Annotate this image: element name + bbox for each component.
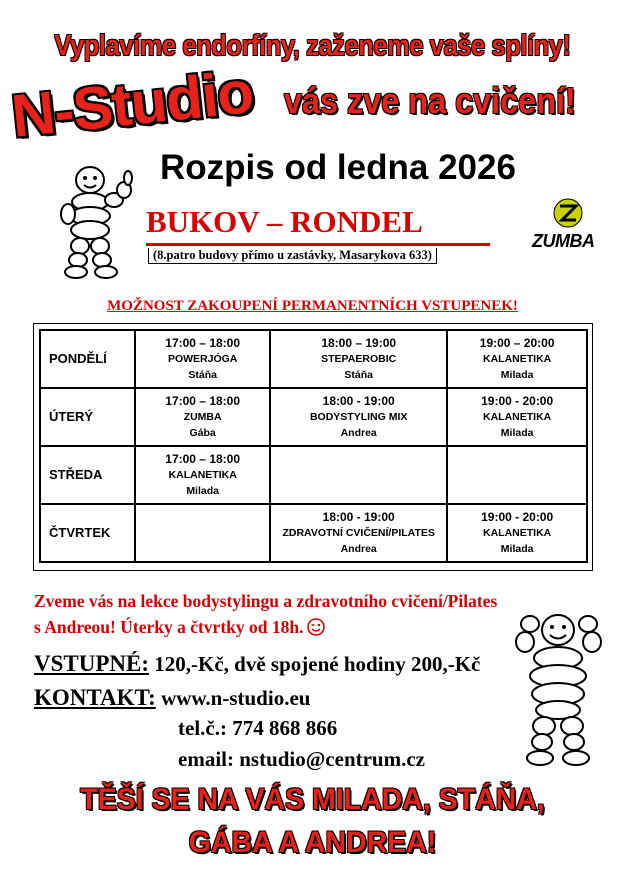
class-instructor: Milada — [186, 485, 219, 497]
class-name: ZDRAVOTNÍ CVIČENÍ/PILATES — [282, 527, 435, 539]
class-instructor: Milada — [500, 427, 534, 439]
schedule-cell — [270, 446, 447, 504]
schedule-cell — [135, 446, 270, 504]
footer-line-2: GÁBA A ANDREA! — [188, 826, 437, 859]
invite-headline: vás zve na cvičení! — [284, 80, 576, 121]
invite-line-1: Zveme vás na lekce bodystylingu a zdravotního cvičení/Pilates — [34, 591, 498, 611]
contact-web[interactable]: www.n-studio.eu — [161, 686, 311, 710]
class-instructor: Milada — [500, 369, 534, 381]
class-name: POWERJÓGA — [167, 353, 238, 365]
price-label: VSTUPNÉ: — [34, 651, 150, 676]
location-underline — [146, 243, 490, 246]
class-name: KALANETIKA — [483, 411, 552, 423]
class-time: 19:00 - 20:00 — [481, 510, 554, 524]
contact-label: KONTAKT: — [34, 685, 156, 710]
class-name: BODYSTYLING MIX — [309, 411, 408, 423]
class-time: 18:00 - 19:00 — [322, 510, 395, 524]
mascot-thumbs-up-icon — [60, 160, 140, 280]
schedule-cell — [135, 388, 270, 446]
class-instructor: Stáňa — [344, 369, 373, 381]
class-time: 18:00 – 19:00 — [321, 336, 397, 350]
wink-emoji-icon — [307, 618, 325, 636]
schedule-day: ČTVRTEK — [40, 504, 135, 562]
class-time: 19:00 - 20:00 — [481, 394, 554, 408]
schedule-cell — [135, 504, 270, 562]
brand-logo-text: N-Studio — [8, 57, 257, 150]
class-name: KALANETIKA — [168, 469, 237, 481]
schedule-cell — [447, 330, 587, 388]
schedule-title: Rozpis od ledna 2026 — [160, 148, 516, 187]
schedule-table — [39, 329, 588, 563]
class-instructor: Andrea — [340, 543, 377, 555]
schedule-cell — [270, 504, 447, 562]
class-instructor: Milada — [500, 543, 534, 555]
schedule-cell — [270, 330, 447, 388]
permanent-pass-note: MOŽNOST ZAKOUPENÍ PERMANENTNÍCH VSTUPENEK! — [107, 298, 518, 314]
class-name: ZUMBA — [183, 411, 222, 423]
mascot-muscle-icon — [510, 602, 605, 772]
schedule-cell — [135, 330, 270, 388]
contact-line — [34, 685, 310, 711]
schedule-cell — [447, 504, 587, 562]
footer-line-1: TĚŠÍ SE NA VÁS MILADA, STÁŇA, — [80, 783, 545, 816]
class-time: 19:00 – 20:00 — [479, 336, 555, 350]
class-time: 17:00 – 18:00 — [165, 452, 241, 466]
schedule-day: ÚTERÝ — [40, 388, 135, 446]
schedule-day: STŘEDA — [40, 446, 135, 504]
price-value: 120,-Kč, dvě spojené hodiny 200,-Kč — [154, 652, 481, 676]
class-name: KALANETIKA — [483, 353, 552, 365]
schedule-cell — [270, 388, 447, 446]
class-instructor: Gába — [189, 427, 216, 439]
schedule-day: PONDĚLÍ — [40, 330, 135, 388]
price-line — [34, 651, 480, 677]
schedule-cell — [447, 388, 587, 446]
schedule-cell — [447, 446, 587, 504]
class-name: KALANETIKA — [483, 527, 552, 539]
schedule-row — [40, 446, 587, 504]
schedule-row — [40, 504, 587, 562]
location-address: (8.patro budovy přímo u zastávky, Masarykova 633) — [148, 248, 437, 264]
schedule-row — [40, 330, 587, 388]
invite-line-2-text: s Andreou! Úterky a čtvrtky od 18h. — [34, 617, 304, 637]
zumba-logo-text: ZUMBA — [532, 231, 595, 251]
class-name: STEPAEROBIC — [321, 353, 397, 365]
contact-email[interactable]: email: nstudio@centrum.cz — [178, 747, 425, 771]
location-name: BUKOV – RONDEL — [146, 204, 423, 239]
class-instructor: Stáňa — [188, 369, 217, 381]
schedule-box — [33, 323, 593, 571]
class-time: 17:00 – 18:00 — [165, 336, 241, 350]
contact-phone: tel.č.: 774 868 866 — [178, 716, 338, 740]
class-instructor: Andrea — [340, 427, 377, 439]
class-time: 18:00 - 19:00 — [322, 394, 395, 408]
class-time: 17:00 – 18:00 — [165, 394, 241, 408]
slogan-headline: Vyplavíme endorfíny, zaženeme vaše splíny! — [54, 30, 571, 62]
schedule-row — [40, 388, 587, 446]
